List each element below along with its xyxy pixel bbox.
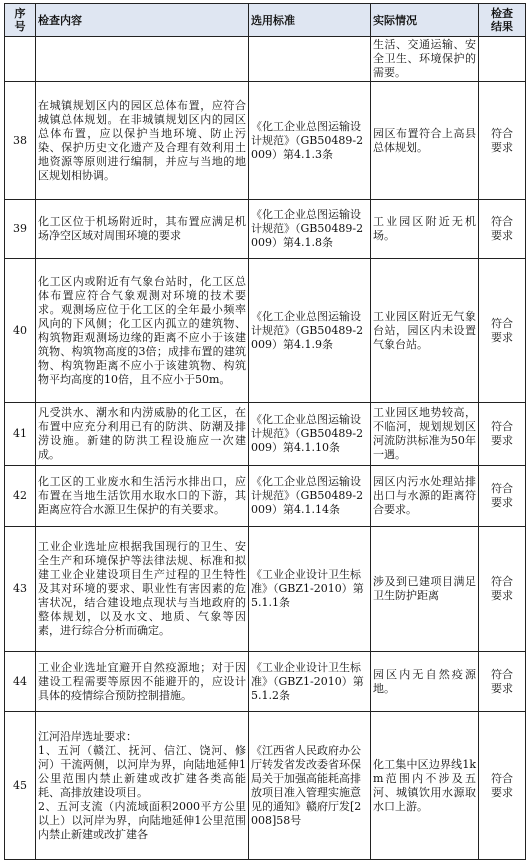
cell-no xyxy=(5,37,36,82)
table-row xyxy=(5,712,526,860)
header-no: 序 号 xyxy=(5,4,36,37)
cell-standard: 《化工企业总图运输设计规范》（GB50489-2009）第4.1.10条 xyxy=(249,403,371,466)
cell-actual: 园区内污水处理站排出口与水源的距离符合要求。 xyxy=(371,466,479,527)
cell-no: 42 xyxy=(5,466,36,527)
cell-content: 工业企业选址应根据我国现行的卫生、安全生产和环境保护等法律法规、标准和拟建工业企业建设项目生产过程的卫生特性及其对环境的要求、职业性有害因素的危害状况，结合建设地点现状与当地政府的整体规划，以及水文、地质、气象等因素，进行综合分析而确定。 xyxy=(36,527,249,652)
header-content: 检查内容 xyxy=(36,4,249,37)
cell-content: 凡受洪水、潮水和内涝威胁的化工区，在布置中应充分利用已有的防洪、防潮及排涝设施。新建的防洪工程设施应一次建成。 xyxy=(36,403,249,466)
cell-content: 化工区位于机场附近时，其布置应满足机场净空区域对周围环境的要求 xyxy=(36,200,249,259)
cell-actual: 工业园区附近无机场。 xyxy=(371,200,479,259)
cell-result: 符合 要求 xyxy=(479,403,526,466)
header-actual: 实际情况 xyxy=(371,4,479,37)
cell-actual: 园区内无自然疫源地。 xyxy=(371,652,479,712)
cell-result: 符合 要求 xyxy=(479,200,526,259)
cell-no: 43 xyxy=(5,527,36,652)
table-row xyxy=(5,259,526,403)
cell-content xyxy=(36,37,249,82)
cell-no: 44 xyxy=(5,652,36,712)
table-row xyxy=(5,82,526,200)
header-result: 检查 结果 xyxy=(479,4,526,37)
cell-no: 40 xyxy=(5,259,36,403)
cell-content: 江河沿岸选址要求： 1、五河（赣江、抚河、信江、饶河、修河）干流两侧，以河岸为界，向陆地延伸1公里范围内禁止新建或改扩建各类高能耗、高排放建设项目。 2、五河支流（内流域面积2000平方公里以上）以河岸为界，向陆地延伸1公里范围内禁止新建或改扩建各 xyxy=(36,712,249,860)
cell-standard: 《化工企业总图运输设计规范》（GB50489-2009）第4.1.9条 xyxy=(249,259,371,403)
cell-content: 在城镇规划区内的园区总体布置，应符合城镇总体规划。在非城镇规划区内的园区总体布置，应以保护当地环境、防止污染、保护历史文化遗产及合理有效利用土地资源等原则进行编制，并应与当地的地区规划相协调。 xyxy=(36,82,249,200)
cell-standard: 《工业企业设计卫生标准》（GBZ1-2010）第5.1.2条 xyxy=(249,652,371,712)
cell-result xyxy=(479,37,526,82)
cell-result: 符合 要求 xyxy=(479,259,526,403)
cell-no: 41 xyxy=(5,403,36,466)
table-row-continuation xyxy=(5,37,526,82)
header-standard: 选用标准 xyxy=(249,4,371,37)
cell-actual: 工业园区附近无气象台站，园区内未设置气象台站。 xyxy=(371,259,479,403)
cell-standard: 《化工企业总图运输设计规范》（GB50489-2009）第4.1.3条 xyxy=(249,82,371,200)
cell-standard: 《化工企业总图运输设计规范》（GB50489-2009）第4.1.8条 xyxy=(249,200,371,259)
table-row xyxy=(5,466,526,527)
cell-actual: 园区布置符合上高县总体规划。 xyxy=(371,82,479,200)
cell-result: 符合 要求 xyxy=(479,712,526,860)
cell-standard: 《化工企业总图运输设计规范》（GB50489-2009）第4.1.14条 xyxy=(249,466,371,527)
inspection-table xyxy=(4,3,526,860)
table-row xyxy=(5,527,526,652)
cell-actual: 工业园区地势较高，不临河，规划规划区河流防洪标准为50年一遇。 xyxy=(371,403,479,466)
cell-no: 39 xyxy=(5,200,36,259)
cell-actual: 化工集中区边界线1km范围内不涉及五河、城镇饮用水源取水口上游。 xyxy=(371,712,479,860)
table-row xyxy=(5,200,526,259)
cell-standard: 《工业企业设计卫生标准》（GBZ1-2010）第5.1.1条 xyxy=(249,527,371,652)
cell-result: 符合 要求 xyxy=(479,466,526,527)
cell-actual: 生活、交通运输、安全卫生、环境保护的需要。 xyxy=(371,37,479,82)
cell-content: 化工区的工业废水和生活污水排出口，应布置在当地生活饮用水取水口的下游，其距离应符合水源卫生保护的有关要求。 xyxy=(36,466,249,527)
cell-content: 化工区内或附近有气象台站时，化工区总体布置应符合气象观测对环境的技术要求。观测场应位于化工区的全年最小频率风向的下风侧；化工区内孤立的建筑物、构筑物距观测场边缘的距离不应小于该建筑物、构筑物高度的3倍；成排布置的建筑物、构筑物距离不应小于该建筑物、构筑物平均高度的10倍，且不应小于50m。 xyxy=(36,259,249,403)
cell-result: 符合 要求 xyxy=(479,652,526,712)
cell-result: 符合 要求 xyxy=(479,82,526,200)
cell-result: 符合 要求 xyxy=(479,527,526,652)
table-row xyxy=(5,403,526,466)
cell-standard: 《江西省人民政府办公厅转发省发改委省环保局关于加强高能耗高排放项目准入管理实施意见的通知》赣府厅发[2008]58号 xyxy=(249,712,371,860)
cell-standard xyxy=(249,37,371,82)
table-header-row xyxy=(5,4,526,37)
cell-content: 工业企业选址宜避开自然疫源地；对于因建设工程需要等原因不能避开的，应设计具体的疫情综合预防控制措施。 xyxy=(36,652,249,712)
cell-no: 38 xyxy=(5,82,36,200)
cell-no: 45 xyxy=(5,712,36,860)
cell-actual: 涉及到已建项目满足卫生防护距离 xyxy=(371,527,479,652)
table-row xyxy=(5,652,526,712)
